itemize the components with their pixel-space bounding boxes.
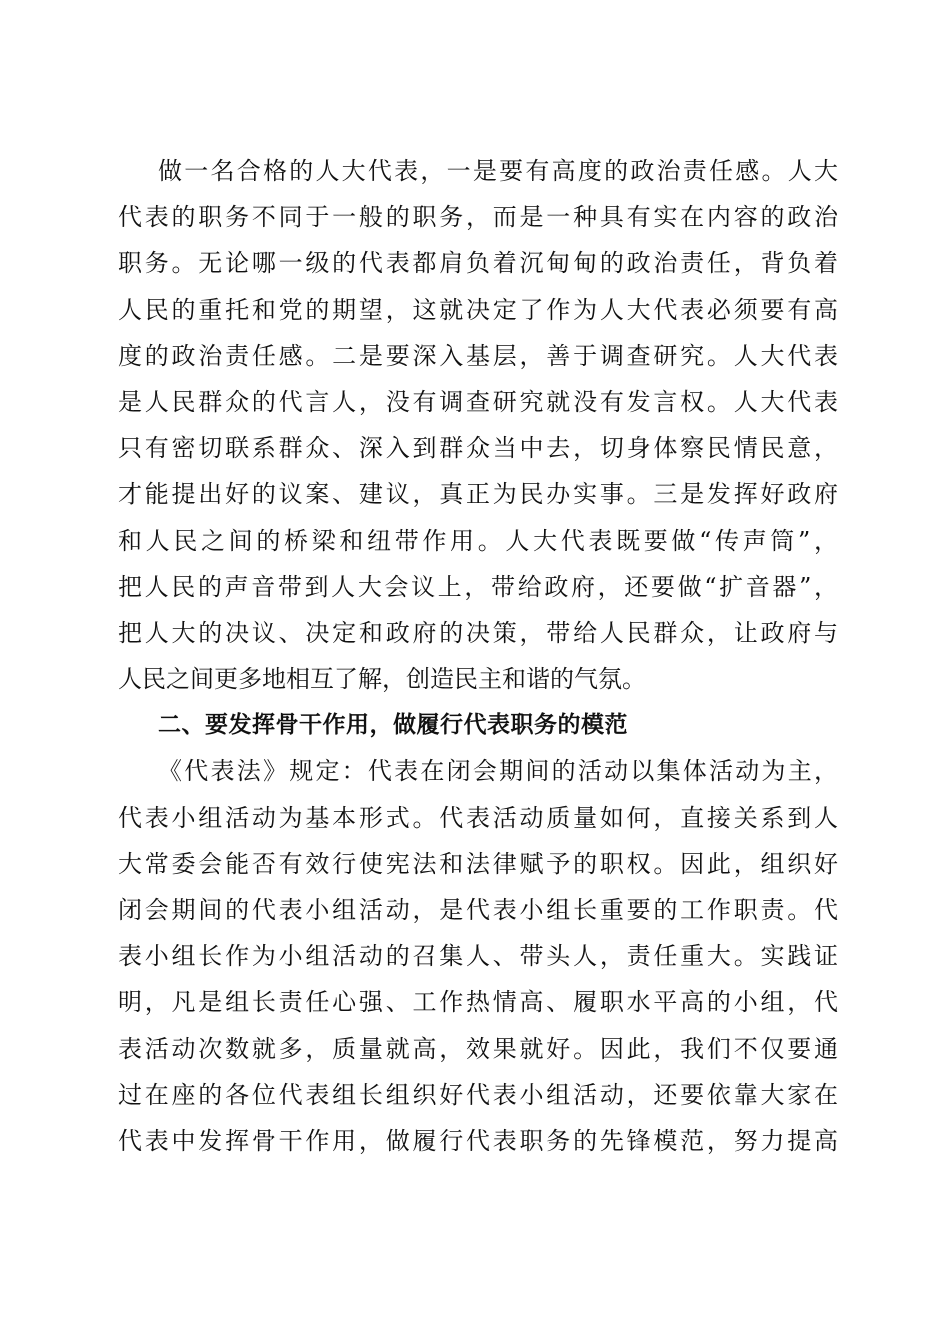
text-line: 人民之间更多地相互了解，创造民主和谐的气氛。 <box>118 665 646 694</box>
text-line: 和人民之间的桥梁和纽带作用。人大代表既要做“传声筒”， <box>118 526 838 555</box>
text-line: 把人民的声音带到人大会议上，带给政府，还要做“扩音器”， <box>118 572 838 601</box>
text-line: 闭会期间的代表小组活动，是代表小组长重要的工作职责。代 <box>118 896 838 924</box>
paragraph-representative-law <box>118 748 838 1164</box>
text-line: 是人民群众的代言人，没有调查研究就没有发言权。人大代表 <box>118 387 838 416</box>
text-line: 大常委会能否有效行使宪法和法律赋予的职权。因此，组织好 <box>118 849 838 878</box>
text-line: 人民的重托和党的期望，这就决定了作为人大代表必须要有高 <box>118 295 838 324</box>
text-line: 代表的职务不同于一般的职务，而是一种具有实在内容的政治 <box>118 203 838 232</box>
text-line: 代表小组活动为基本形式。代表活动质量如何，直接关系到人 <box>118 803 838 832</box>
text-line: 做一名合格的人大代表，一是要有高度的政治责任感。人大 <box>158 157 838 185</box>
paragraph-political-responsibility <box>118 148 838 702</box>
text-line: 表活动次数就多，质量就高，效果就好。因此，我们不仅要通 <box>118 1034 838 1063</box>
text-line: 职务。无论哪一级的代表都肩负着沉甸甸的政治责任，背负着 <box>118 249 838 278</box>
text-line: 度的政治责任感。二是要深入基层，善于调查研究。人大代表 <box>118 341 838 370</box>
text-line: 代表中发挥骨干作用，做履行代表职务的先锋模范，努力提高 <box>118 1126 838 1155</box>
text-line: 《代表法》规定：代表在闭会期间的活动以集体活动为主， <box>158 757 838 786</box>
section-heading: 二、要发挥骨干作用，做履行代表职务的模范 <box>158 712 628 739</box>
text-line: 把人大的决议、决定和政府的决策，带给人民群众，让政府与 <box>118 618 838 647</box>
text-line: 明，凡是组长责任心强、工作热情高、履职水平高的小组，代 <box>118 988 838 1017</box>
document-body <box>118 148 838 1164</box>
text-line: 只有密切联系群众、深入到群众当中去，切身体察民情民意， <box>118 434 838 463</box>
text-line: 才能提出好的议案、建议，真正为民办实事。三是发挥好政府 <box>118 480 838 509</box>
text-line: 过在座的各位代表组长组织好代表小组活动，还要依靠大家在 <box>118 1080 838 1109</box>
text-line: 表小组长作为小组活动的召集人、带头人，责任重大。实践证 <box>118 942 838 971</box>
